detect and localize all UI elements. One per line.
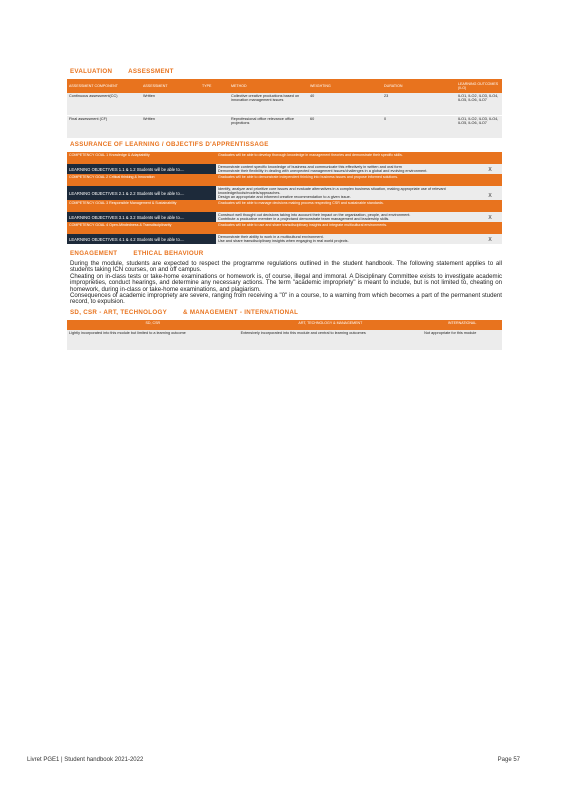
- objective-line: Demonstrate content specific knowledge of business and communicate this effectively in written and oral form: [218, 165, 402, 169]
- objective-label: LEARNING OBJECTIVES 1.1 & 1.2 Students will be able to....: [67, 164, 216, 174]
- competency-row: [67, 222, 502, 234]
- engagement-paragraph: During the module, students are expected to respect the programme regulations outlined in the student handbook. The following statement applies to all students taking ICN courses, on and off campus.: [70, 260, 502, 274]
- cell: Lightly incorporated into this module but limited to a learning outcome: [67, 330, 239, 350]
- evaluation-header-row: [67, 79, 502, 93]
- table-row: [67, 93, 502, 116]
- cell: 23: [382, 93, 456, 116]
- col-header: ASSESSMENT COMPONENT: [67, 79, 141, 93]
- objective-row: [67, 234, 502, 244]
- objective-text: [216, 186, 478, 200]
- col-header: WEIGHTING: [308, 79, 382, 93]
- objective-line: Demonstrate their ability to work in a multicultural environment.: [218, 235, 324, 239]
- objective-row: [67, 212, 502, 222]
- page-body: [67, 68, 502, 350]
- objective-line: Design an appropriate and informed creative recommendation to a given issue.: [218, 195, 351, 199]
- engagement-title: [70, 250, 502, 257]
- objective-mark: X: [478, 164, 502, 174]
- engagement-paragraph: Cheating on in-class tests or take-home examinations or homework is, of course, illegal and immoral. A Disciplinary Committee exists to investigate academic improprieties, conduct hearings, and determine any necessary actions. The term "academic impropriety" is meant to include, but is not limited to, cheating on homework, during in-class or take-home examinations, and plagiarism.: [70, 272, 502, 293]
- assurance-table: [67, 152, 502, 244]
- soc-title-a: SD, CSR - ART, TECHNOLOGY: [70, 308, 167, 316]
- competency-goal: Graduates will be able to use and share transdisciplinary insights and integrate multicultural environments.: [216, 222, 502, 234]
- cell: [200, 116, 229, 139]
- soc-table: [67, 320, 502, 350]
- col-header: METHOD: [229, 79, 308, 93]
- col-header: LEARNING OUTCOMES (ILO): [456, 79, 502, 93]
- evaluation-title-left: EVALUATION: [70, 68, 113, 75]
- objective-label: LEARNING OBJECTIVES 2.1 & 2.2 Students will be able to....: [67, 186, 216, 200]
- competency-goal: Graduates will be able to manage decisions making process respecting CSR and sustainable standards.: [216, 200, 502, 212]
- soc-title-b: & MANAGEMENT - INTERNATIONAL: [183, 308, 299, 316]
- competency-label: COMPETENCY GOAL 4 Open-Mindedness & Transdisciplinarity: [67, 222, 216, 234]
- cell: Collective creative productions based on innovation management issues: [229, 93, 308, 116]
- soc-header-row: [67, 320, 502, 330]
- engagement-paragraph: Consequences of academic impropriety are severe, ranging from receiving a "0" in a course, to a warning from which becomes a part of the permanent student record, to expulsion.: [70, 292, 502, 306]
- objective-line: Use and share transdisciplinary insights when engaging in real world projects.: [218, 239, 349, 243]
- evaluation-title: [70, 68, 502, 75]
- objective-row: [67, 164, 502, 174]
- table-row: [67, 116, 502, 139]
- evaluation-title-right: ASSESSMENT: [128, 68, 174, 75]
- col-header: DURATION: [382, 79, 456, 93]
- footer-left: Livret PGE1 | Student handbook 2021-2022: [27, 757, 144, 763]
- soc-title: [70, 309, 502, 316]
- objective-line: Demonstrate their flexibility in dealing with unexpected management issues/challenges in a global and evolving environment.: [218, 169, 428, 173]
- objective-text: [216, 234, 478, 244]
- objective-row: [67, 186, 502, 200]
- objective-text: [216, 164, 478, 174]
- cell: 60: [308, 116, 382, 139]
- col-header: ART, TECHNOLOGY & MANAGEMENT: [239, 320, 423, 330]
- cell: [200, 93, 229, 116]
- engagement-text: [70, 261, 502, 306]
- cell: 0: [382, 116, 456, 139]
- evaluation-table: [67, 79, 502, 139]
- page-number: Page 57: [497, 757, 520, 763]
- objective-line: Construct well thought out decisions taking into account their impact on the organization, people, and environment.: [218, 213, 411, 217]
- col-header: INTERNATIONAL: [422, 320, 502, 330]
- competency-goal: Graduates will be able to develop thorough knowledge in management theories and demonstrate their specific skills.: [216, 152, 502, 164]
- col-header: SD, CSR: [67, 320, 239, 330]
- cell: Written: [141, 116, 200, 139]
- col-header: TYPE: [200, 79, 229, 93]
- objective-label: LEARNING OBJECTIVES 3.1 & 3.2 Students will be able to....: [67, 212, 216, 222]
- competency-label: COMPETENCY GOAL 1 Knowledge & Adaptability: [67, 152, 216, 164]
- table-row: [67, 330, 502, 350]
- engagement-title-right: ETHICAL BEHAVIOUR: [133, 250, 204, 257]
- cell: Written: [141, 93, 200, 116]
- competency-row: [67, 152, 502, 164]
- objective-line: Contribute a productive member in a projectand demonstrate team management and leadership skills.: [218, 217, 390, 221]
- cell: Reprofessional office relevance office projections: [229, 116, 308, 139]
- assurance-title: ASSURANCE OF LEARNING / OBJECTIFS D'APPRENTISSAGE: [70, 141, 269, 148]
- competency-row: [67, 200, 502, 212]
- cell: Not appropriate for this module: [422, 330, 502, 350]
- cell: 40: [308, 93, 382, 116]
- cell: Extensively incorporated into this module and central to learning outcomes: [239, 330, 423, 350]
- competency-label: COMPETENCY GOAL 3 Responsible Management & Sustainability: [67, 200, 216, 212]
- competency-label: COMPETENCY GOAL 2 Critical thinking & Innovation: [67, 174, 216, 186]
- cell: Continuous assessment(CC): [67, 93, 141, 116]
- objective-mark: X: [478, 186, 502, 200]
- engagement-title-left: ENGAGEMENT: [70, 250, 118, 257]
- objective-line: Identify, analyze and prioritize core issues and evaluate alternatives in a complex business situation, making appropriate use of relevant knowledge/tools/models/approaches.: [218, 187, 446, 195]
- objective-text: [216, 212, 478, 222]
- objective-label: LEARNING OBJECTIVES 4.1 & 4.2 Students will be able to....: [67, 234, 216, 244]
- competency-goal: Graduates will be able to demonstrate independent thinking into business issues and propose informed solutions.: [216, 174, 502, 186]
- cell: Final assessment (CF): [67, 116, 141, 139]
- cell: ILO1, ILO2, ILO3, ILO4, ILO5, ILO6, ILO7: [456, 116, 502, 139]
- page-footer: [27, 757, 520, 763]
- objective-mark: X: [478, 212, 502, 222]
- objective-mark: X: [478, 234, 502, 244]
- competency-row: [67, 174, 502, 186]
- col-header: ASSESSMENT: [141, 79, 200, 93]
- cell: ILO1, ILO2, ILO3, ILO4, ILO5, ILO6, ILO7: [456, 93, 502, 116]
